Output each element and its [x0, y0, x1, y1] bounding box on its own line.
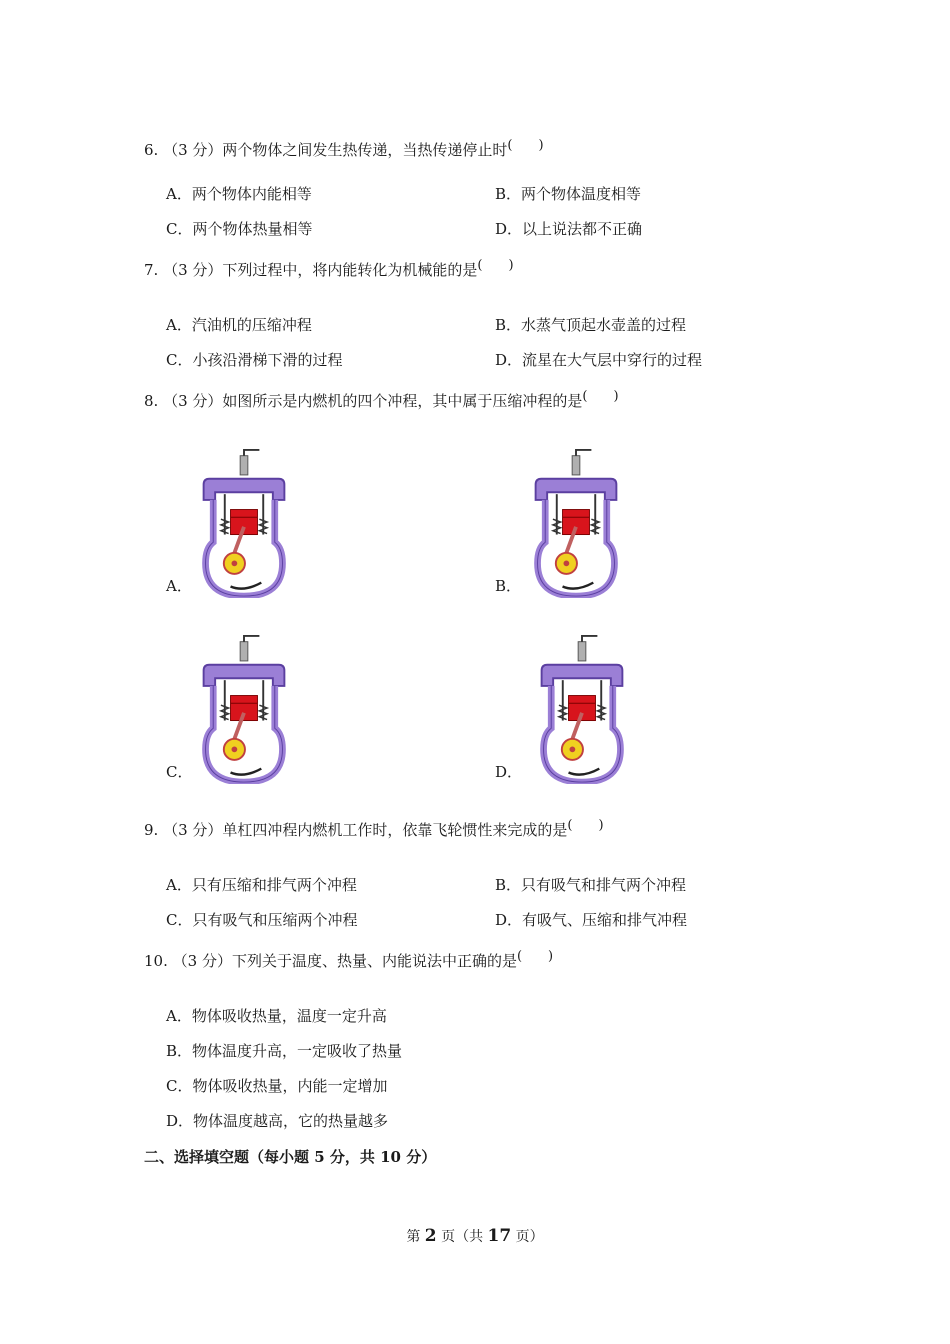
q7-option-b: B．水蒸气顶起水壶盖的过程 — [495, 316, 687, 334]
q9-option-a: A．只有压缩和排气两个冲程 — [166, 876, 357, 894]
page-footer: 第 2 页（共 17 页） — [406, 1226, 544, 1246]
q9-option-b: B．只有吸气和排气两个冲程 — [495, 876, 687, 894]
q8-option-c: C． — [166, 763, 193, 781]
q6-option-d: D．以上说法都不正确 — [495, 220, 643, 238]
engine-diagram-b — [528, 448, 624, 598]
question-7-stem: 7. （3 分）下列过程中，将内能转化为机械能的是( ) — [144, 258, 514, 279]
section-2-heading: 二、选择填空题（每小题 5 分，共 10 分） — [144, 1148, 437, 1166]
question-9-stem: 9. （3 分）单杠四冲程内燃机工作时，依靠飞轮惯性来完成的是( ) — [144, 818, 604, 839]
answer-blank: ( ) — [516, 949, 554, 964]
total-pages: 17 — [487, 1226, 512, 1246]
q7-option-d: D．流星在大气层中穿行的过程 — [495, 351, 703, 369]
q9-option-d: D．有吸气、压缩和排气冲程 — [495, 911, 688, 929]
q7-option-c: C．小孩沿滑梯下滑的过程 — [166, 351, 343, 369]
question-8-stem: 8. （3 分）如图所示是内燃机的四个冲程，其中属于压缩冲程的是( ) — [144, 389, 619, 410]
answer-blank: ( ) — [477, 258, 514, 273]
engine-diagram-c — [196, 634, 292, 784]
engine-diagram-d — [534, 634, 630, 784]
q10-option-d: D．物体温度越高，它的热量越多 — [166, 1112, 389, 1130]
question-6-stem: 6. （3 分）两个物体之间发生热传递，当热传递停止时( ) — [144, 138, 544, 159]
answer-blank: ( ) — [507, 138, 544, 153]
answer-blank: ( ) — [582, 389, 619, 404]
q8-option-d: D． — [495, 763, 523, 781]
q7-option-a: A．汽油机的压缩冲程 — [166, 316, 312, 334]
answer-blank: ( ) — [567, 818, 604, 833]
q6-option-b: B．两个物体温度相等 — [495, 185, 642, 203]
engine-diagram-a — [196, 448, 292, 598]
q10-option-b: B．物体温度升高，一定吸收了热量 — [166, 1042, 403, 1060]
q10-option-a: A．物体吸收热量，温度一定升高 — [166, 1007, 387, 1025]
q8-option-a: A． — [166, 577, 192, 595]
page-number: 2 — [424, 1226, 437, 1246]
q8-option-b: B． — [495, 577, 522, 595]
q9-option-c: C．只有吸气和压缩两个冲程 — [166, 911, 358, 929]
question-10-stem: 10. （3 分）下列关于温度、热量、内能说法中正确的是( ) — [144, 949, 554, 970]
q10-option-c: C．物体吸收热量，内能一定增加 — [166, 1077, 388, 1095]
q6-option-c: C．两个物体热量相等 — [166, 220, 313, 238]
q6-option-a: A．两个物体内能相等 — [166, 185, 312, 203]
